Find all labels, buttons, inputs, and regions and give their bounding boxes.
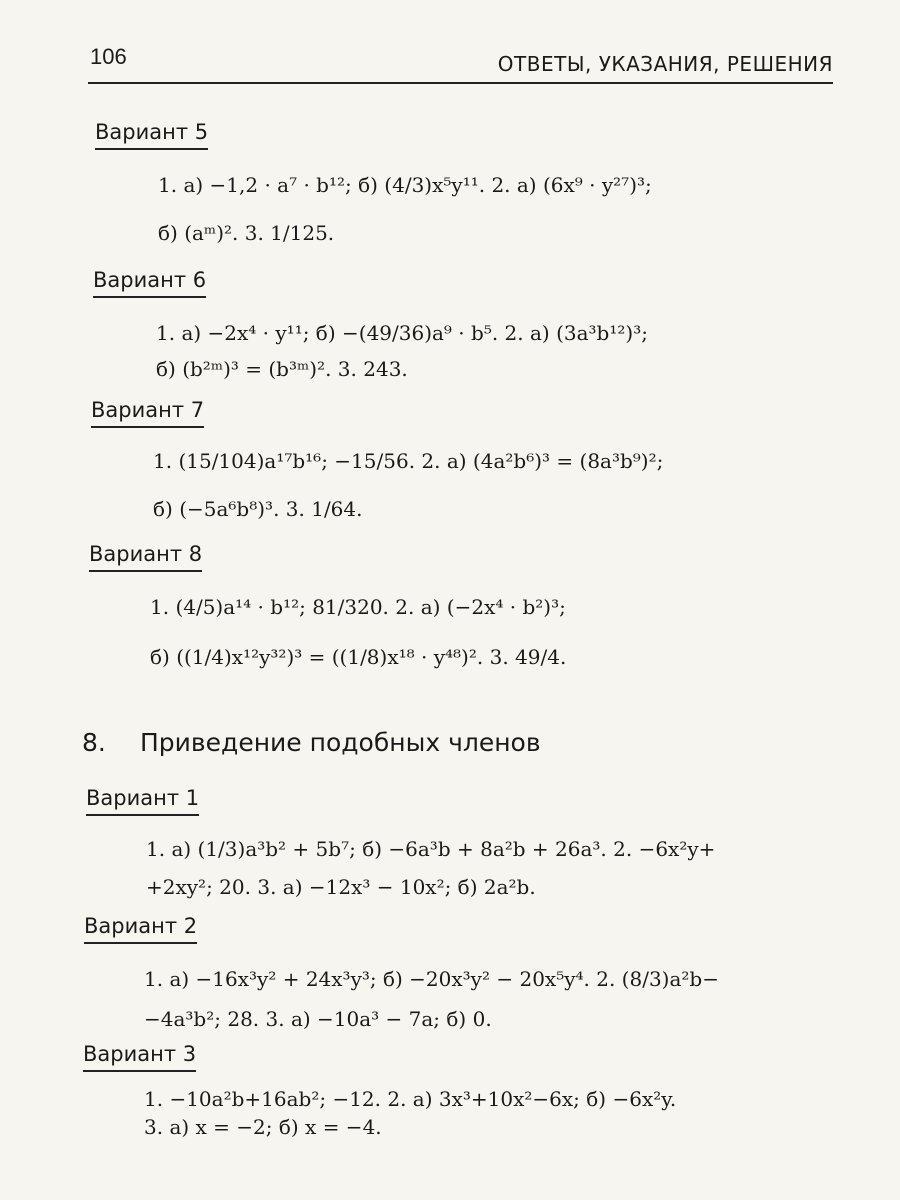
page-header: [88, 40, 833, 84]
variant-heading: Вариант 5: [95, 118, 208, 150]
section-title: [82, 728, 541, 757]
section-heading: Приведение подобных членов: [140, 728, 541, 757]
variant-heading: Вариант 2: [84, 912, 197, 944]
running-title: ОТВЕТЫ, УКАЗАНИЯ, РЕШЕНИЯ: [497, 52, 833, 76]
answer-line: 1. а) −16x³y² + 24x³y³; б) −20x³y² − 20x⁵y⁴. 2. (8/3)a²b−: [144, 967, 719, 991]
variant-heading: Вариант 7: [91, 396, 204, 428]
answer-line: б) (aᵐ)². 3. 1/125.: [158, 221, 335, 245]
answer-line: 1. а) (1/3)a³b² + 5b⁷; б) −6a³b + 8a²b + 26a³. 2. −6x²y+: [146, 837, 716, 861]
variant-heading: Вариант 8: [89, 540, 202, 572]
answer-line: 1. а) −2x⁴ · y¹¹; б) −(49/36)a⁹ · b⁵. 2. а) (3a³b¹²)³;: [156, 321, 648, 345]
variant-heading: Вариант 3: [83, 1040, 196, 1072]
answer-line: б) (b²ᵐ)³ = (b³ᵐ)². 3. 243.: [156, 357, 408, 381]
answer-line: 1. (4/5)a¹⁴ · b¹²; 81/320. 2. а) (−2x⁴ · b²)³;: [150, 595, 566, 619]
page-number: 106: [90, 44, 127, 69]
answer-line: −4a³b²; 28. 3. а) −10a³ − 7a; б) 0.: [144, 1007, 492, 1031]
answer-line: 3. а) x = −2; б) x = −4.: [144, 1115, 382, 1139]
variant-heading: Вариант 1: [86, 784, 199, 816]
answer-line: б) (−5a⁶b⁸)³. 3. 1/64.: [153, 497, 363, 521]
section-number: 8.: [82, 728, 106, 757]
variant-heading: Вариант 6: [93, 266, 206, 298]
answer-line: 1. (15/104)a¹⁷b¹⁶; −15/56. 2. а) (4a²b⁶)³ = (8a³b⁹)²;: [153, 449, 664, 473]
answer-line: 1. −10a²b+16ab²; −12. 2. а) 3x³+10x²−6x; б) −6x²y.: [144, 1087, 677, 1111]
answer-line: +2xy²; 20. 3. а) −12x³ − 10x²; б) 2a²b.: [146, 875, 536, 899]
answer-line: б) ((1/4)x¹²y³²)³ = ((1/8)x¹⁸ · y⁴⁸)². 3. 49/4.: [150, 645, 567, 669]
answer-line: 1. а) −1,2 · a⁷ · b¹²; б) (4/3)x⁵y¹¹. 2. а) (6x⁹ · y²⁷)³;: [158, 173, 652, 197]
